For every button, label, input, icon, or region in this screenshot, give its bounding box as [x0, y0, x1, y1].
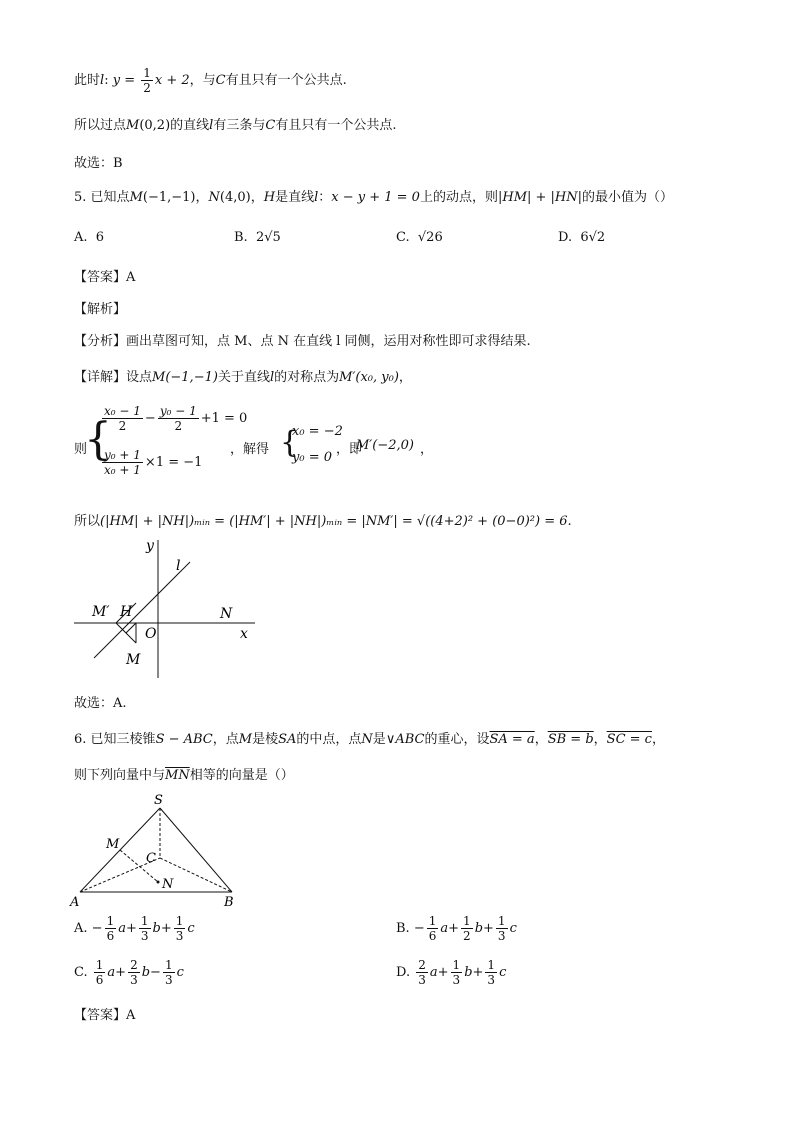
question-6: 6. 已知三棱锥S − ABC，点M是棱SA的中点，点N是∨ABC的重心，设SA = a，SB = b，SC = c，	[74, 732, 665, 747]
line-2: 所以过点M(0,2)的直线l有三条与C有且只有一个公共点.	[74, 118, 397, 133]
analysis-heading: 【解析】	[74, 302, 127, 317]
label-m-prime: M′	[92, 604, 110, 620]
detail-line: 【详解】设点M(−1,−1)关于直线l的对称点为M′(x₀, y₀)，	[74, 370, 412, 385]
q6-option-b: B. − $\frac{1}{6}$ a+ $\frac{1}{2}$ b+ $\frac{1}{3}$ c	[396, 914, 517, 943]
q6-option-c: C. $\frac{1}{6}$ a+ $\frac{2}{3}$ b− $\frac{1}{3}$ c	[74, 958, 184, 987]
label-c: C	[146, 851, 156, 866]
q6-option-a: A. − $\frac{1}{6}$ a+ $\frac{1}{3}$ b+ $\frac{1}{3}$ c	[74, 914, 195, 943]
choice-line-5: 故选：A.	[74, 696, 127, 711]
answer-5: 【答案】A	[74, 270, 136, 285]
line-1: 此时l: y = $\frac{1}{2}$ x + 2，与C有且只有一个公共点.	[74, 66, 347, 95]
choice-line: 故选：B	[74, 156, 123, 171]
final-expression: 所以(|HM| + |NH|)ₘᵢₙ = (|HM′| + |NH|)ₘᵢₙ = |NM′| = √((4+2)² + (0−0)²) = 6.	[74, 514, 572, 529]
q6-option-d: D. $\frac{2}{3}$ a+ $\frac{1}{3}$ b+ $\frac{1}{3}$ c	[396, 958, 507, 987]
label-l: l	[176, 558, 181, 574]
option-d: D. 6√2	[558, 230, 606, 245]
label-x: x	[240, 626, 248, 642]
label-n: N	[162, 877, 174, 892]
analysis-text: 【分析】画出草图可知，点 M、点 N 在直线 l 同侧，运用对称性即可求得结果.	[74, 334, 531, 349]
question-6-line-2: 则下列向量中与$\overline{MN}$相等的向量是（）	[74, 768, 294, 783]
label-b: B	[224, 895, 234, 910]
answer-6: 【答案】A	[74, 1008, 136, 1023]
option-c: C. √26	[396, 230, 443, 245]
label-h: H	[120, 604, 133, 620]
question-5: 5. 已知点M(−1,−1)，N(4,0)，H是直线l：x − y + 1 = 0上的动点，则|HM| + |HN|的最小值为（）	[74, 190, 674, 205]
label-m: M	[126, 652, 141, 668]
label-y: y	[146, 538, 154, 554]
coordinate-figure	[60, 530, 270, 680]
pyramid-figure	[66, 790, 246, 910]
label-s: S	[154, 793, 163, 808]
label-n: N	[220, 606, 233, 622]
label-o: O	[145, 626, 157, 642]
label-m: M	[106, 837, 120, 852]
option-b: B. 2√5	[234, 230, 281, 245]
option-a: A. 6	[74, 230, 105, 245]
fraction: $\frac{1}{2}$	[143, 66, 151, 95]
label-a: A	[70, 895, 80, 910]
